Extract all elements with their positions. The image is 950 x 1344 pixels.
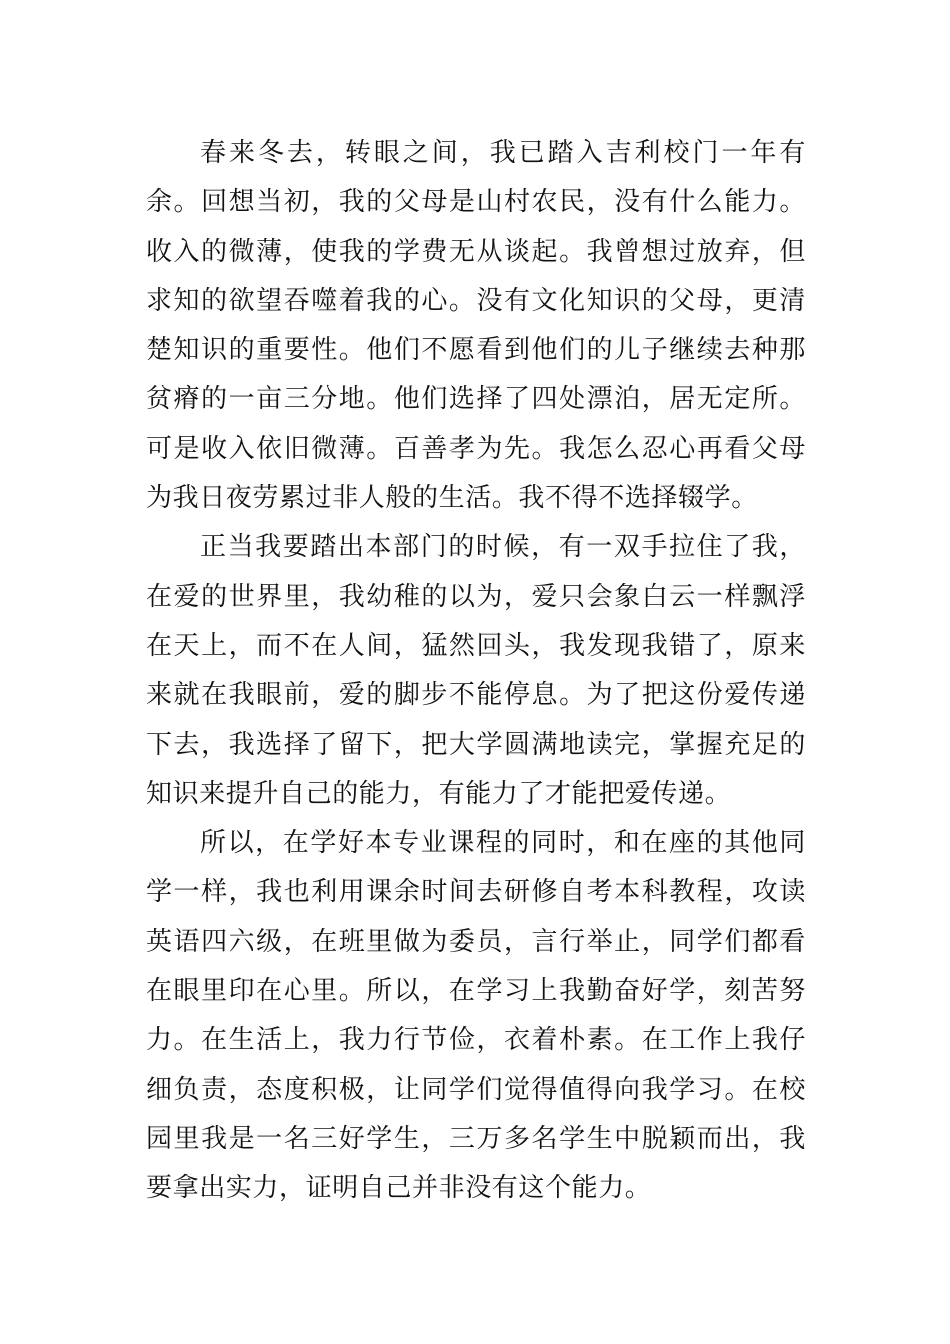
paragraph-3: 所以，在学好本专业课程的同时，和在座的其他同学一样，我也利用课余时间去研修自考本科教程，攻读英语四六级，在班里做为委员，言行举止，同学们都看在眼里印在心里。所以，在学习上我勤奋好学，刻苦努力。在生活上，我力行节俭，衣着朴素。在工作上我仔细负责，态度积极，让同学们觉得值得向我学习。在校园里我是一名三好学生，三万多名学生中脱颖而出，我要拿出实力，证明自己并非没有这个能力。 <box>146 828 806 1204</box>
paragraph-2: 正当我要踏出本部门的时候，有一双手拉住了我，在爱的世界里，我幼稚的以为，爱只会象白云一样飘浮在天上，而不在人间，猛然回头，我发现我错了，原来来就在我眼前，爱的脚步不能停息。为了把这份爱传递下去，我选择了留下，把大学圆满地读完，掌握充足的知识来提升自己的能力，有能力了才能把爱传递。 <box>146 532 806 809</box>
paragraph-1: 春来冬去，转眼之间，我已踏入吉利校门一年有余。回想当初，我的父母是山村农民，没有什么能力。收入的微薄，使我的学费无从谈起。我曾想过放弃，但求知的欲望吞噬着我的心。没有文化知识的父母，更清楚知识的重要性。他们不愿看到他们的儿子继续去种那贫瘠的一亩三分地。他们选择了四处漂泊，居无定所。可是收入依旧微薄。百善孝为先。我怎么忍心再看父母为我日夜劳累过非人般的生活。我不得不选择辍学。 <box>146 138 806 514</box>
document-body <box>146 129 806 1214</box>
